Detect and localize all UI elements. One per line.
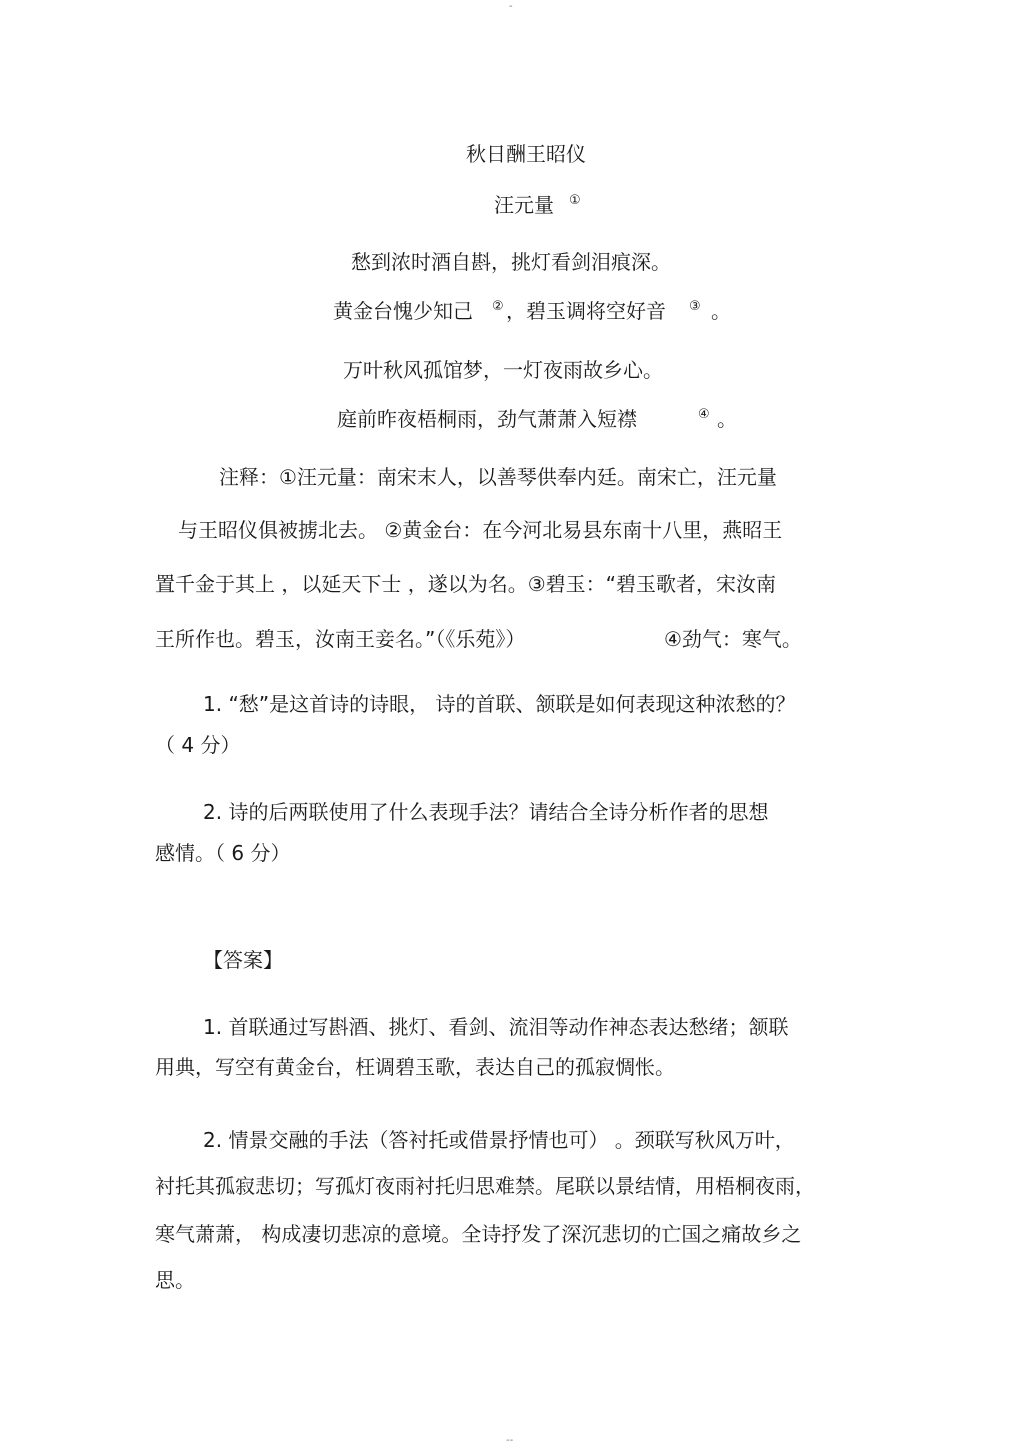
poem-line-2b: ，碧玉调将空好音 xyxy=(506,299,666,323)
answer-2-line-4: 思。 xyxy=(155,1268,195,1292)
poem-author: 汪元量 xyxy=(494,193,554,217)
answer-2-line-2: 衬托其孤寂悲切；写孤灯夜雨衬托归思难禁。尾联以景结情，用梧桐夜雨， xyxy=(155,1174,815,1198)
notes-line-4a: 王所作也。碧玉，汝南王妾名。”（《乐苑》） xyxy=(155,627,526,651)
bottom-page-mark: -- xyxy=(506,1435,514,1446)
author-note-marker: ① xyxy=(569,193,581,208)
poem-line-2a: 黄金台愧少知己 xyxy=(333,299,473,323)
question-1-line-1: 1. “愁”是这首诗的诗眼， 诗的首联、颔联是如何表现这种浓愁的？ xyxy=(203,692,796,716)
poem-line-2-end: 。 xyxy=(711,299,731,323)
top-page-mark: - xyxy=(509,1,513,12)
poem-line-3: 万叶秋风孤馆梦，一灯夜雨故乡心。 xyxy=(343,358,663,382)
note-marker-3: ③ xyxy=(689,299,701,314)
notes-line-3: 置千金于其上 ，以延天下士 ，遂以为名。③碧玉：“碧玉歌者，宋汝南 xyxy=(155,572,777,596)
answer-2-line-1: 2. 情景交融的手法（答衬托或借景抒情也可） 。颈联写秋风万叶， xyxy=(203,1128,795,1152)
notes-line-4b: ④劲气：寒气。 xyxy=(664,627,802,651)
note-marker-4: ④ xyxy=(698,407,710,422)
question-2-line-2: 感情。（ 6 分） xyxy=(155,841,291,865)
question-2-line-1: 2. 诗的后两联使用了什么表现手法？请结合全诗分析作者的思想 xyxy=(203,800,769,824)
question-1-line-2: （ 4 分） xyxy=(155,733,241,757)
poem-title: 秋日酬王昭仪 xyxy=(466,142,586,166)
note-marker-2: ② xyxy=(492,299,504,314)
poem-line-4-end: 。 xyxy=(717,407,737,431)
answer-1-line-2: 用典，写空有黄金台，枉调碧玉歌，表达自己的孤寂惆怅。 xyxy=(155,1055,675,1079)
notes-line-2: 与王昭仪俱被掳北去。 ②黄金台：在今河北易县东南十八里，燕昭王 xyxy=(178,518,783,542)
poem-line-1: 愁到浓时酒自斟，挑灯看剑泪痕深。 xyxy=(351,250,671,274)
answer-2-line-3: 寒气萧萧， 构成凄切悲凉的意境。全诗抒发了深沉悲切的亡国之痛故乡之 xyxy=(155,1222,802,1246)
notes-line-1: 注释：①汪元量：南宋末人，以善琴供奉内廷。南宋亡，汪元量 xyxy=(219,465,777,489)
answer-heading: 【答案】 xyxy=(203,948,283,972)
poem-line-4: 庭前昨夜梧桐雨，劲气萧萧入短襟 xyxy=(337,407,637,431)
answer-1-line-1: 1. 首联通过写斟酒、挑灯、看剑、流泪等动作神态表达愁绪；颔联 xyxy=(203,1015,789,1039)
